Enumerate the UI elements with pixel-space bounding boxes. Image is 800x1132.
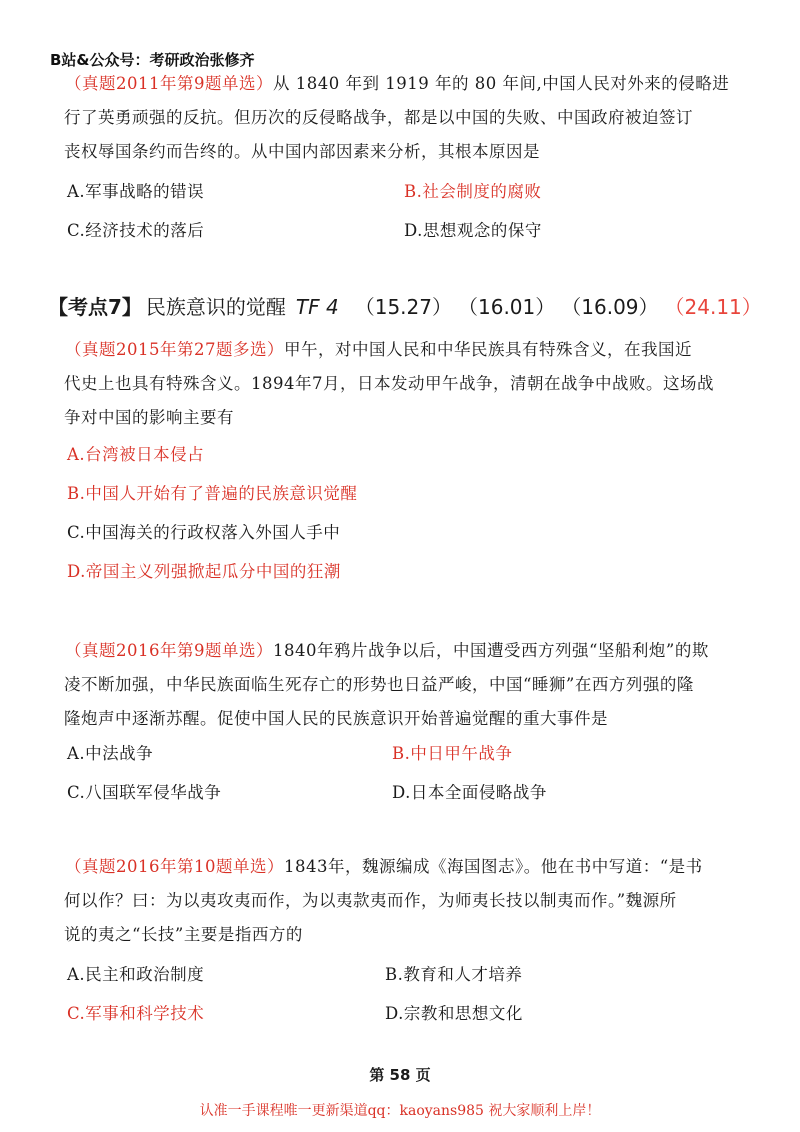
question-stem: （真题2016年第9题单选）1840年鸦片战争以后，中国遭受西方列强“坚船利炮”的欺 bbox=[65, 641, 709, 660]
option-d: D.日本全面侵略战争 bbox=[392, 783, 547, 802]
option-b-answer: B.社会制度的腐败 bbox=[404, 182, 542, 201]
score-2: （16.01） bbox=[468, 295, 556, 319]
option-a-answer: A.台湾被日本侵占 bbox=[67, 445, 205, 464]
question-source: （真题2016年第9题单选） bbox=[65, 641, 273, 660]
option-c: C.八国联军侵华战争 bbox=[67, 783, 222, 802]
question-stem: （真题2016年第10题单选）1843年，魏源编成《海国图志》。他在书中写道：“是书 bbox=[65, 857, 703, 876]
page-number: 第 58 页 bbox=[369, 1066, 431, 1084]
score-1: （15.27） bbox=[354, 295, 452, 319]
section-title: 民族意识的觉醒 bbox=[145, 295, 286, 319]
question-2011-9: （真题2011年第9题单选）从 1840 年到 1919 年的 80 年间,中国人民对外来的侵略进 行了英勇顽强的反抗。但历次的反侵略战争，都是以中国的失败、中国政府被迫签订 丧权辱国条约而告终的。从中国内部因素来分析，其根本原因是 bbox=[65, 67, 765, 169]
option-a: A.中法战争 bbox=[67, 744, 154, 763]
score-4: （24.11） bbox=[674, 295, 762, 319]
score-3: （16.09） bbox=[571, 295, 659, 319]
section-label: 【考点7】 bbox=[48, 295, 142, 319]
question-2015-27: （真题2015年第27题多选）甲午，对中国人民和中华民族具有特殊含义，在我国近 代史上也具有特殊含义。1894年7月，日本发动甲午战争，清朝在战争中战败。这场战 争对中国的影响主要有 bbox=[65, 333, 765, 435]
question-2016-9: （真题2016年第9题单选）1840年鸦片战争以后，中国遭受西方列强“坚船利炮”的欺 凌不断加强，中华民族面临生死存亡的形势也日益严峻，中国“睡狮”在西方列强的隆 隆炮声中逐渐苏醒。促使中国人民的民族意识开始普遍觉醒的重大事件是 bbox=[65, 634, 765, 736]
question-source: （真题2016年第10题单选） bbox=[65, 857, 284, 876]
question-stem: （真题2011年第9题单选）从 1840 年到 1919 年的 80 年间,中国人民对外来的侵略进 bbox=[65, 74, 730, 93]
option-c: C.中国海关的行政权落入外国人手中 bbox=[67, 523, 341, 542]
section-heading bbox=[48, 291, 762, 320]
footer-note: 认准一手课程唯一更新渠道qq：kaoyans985 祝大家顺利上岸！ bbox=[199, 1103, 601, 1119]
page-header: B站&公众号：考研政治张修齐 bbox=[50, 51, 255, 69]
question-stem: （真题2015年第27题多选）甲午，对中国人民和中华民族具有特殊含义，在我国近 bbox=[65, 340, 692, 359]
question-2016-10: （真题2016年第10题单选）1843年，魏源编成《海国图志》。他在书中写道：“是书 何以作？曰：为以夷攻夷而作，为以夷款夷而作，为师夷长技以制夷而作。”魏源所 说的夷之“长技”主要是指西方的 bbox=[65, 850, 765, 952]
option-a: A.军事战略的错误 bbox=[67, 182, 205, 201]
option-b: B.教育和人才培养 bbox=[385, 965, 523, 984]
option-c-answer: C.军事和科学技术 bbox=[67, 1004, 205, 1023]
section-tf: TF 4 bbox=[295, 295, 339, 319]
option-d: D.思想观念的保守 bbox=[404, 221, 542, 240]
option-c: C.经济技术的落后 bbox=[67, 221, 205, 240]
option-d: D.宗教和思想文化 bbox=[385, 1004, 523, 1023]
option-d-answer: D.帝国主义列强掀起瓜分中国的狂潮 bbox=[67, 562, 341, 581]
option-b-answer: B.中国人开始有了普遍的民族意识觉醒 bbox=[67, 484, 358, 503]
option-b-answer: B.中日甲午战争 bbox=[392, 744, 513, 763]
question-source: （真题2015年第27题多选） bbox=[65, 340, 284, 359]
option-a: A.民主和政治制度 bbox=[67, 965, 205, 984]
question-source: （真题2011年第9题单选） bbox=[65, 74, 273, 93]
